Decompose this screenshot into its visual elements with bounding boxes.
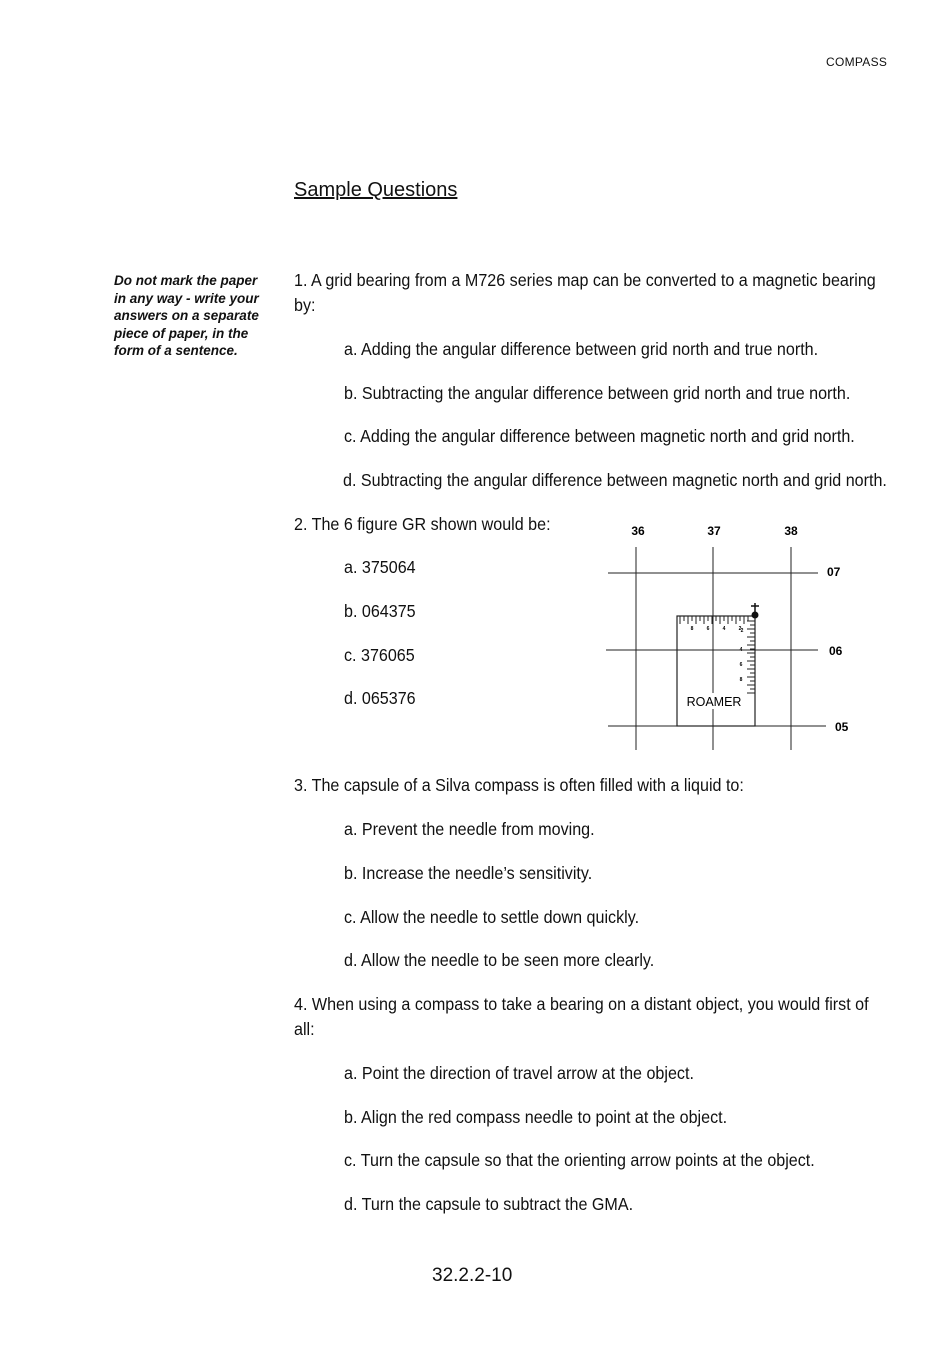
grid-reference-figure xyxy=(598,515,858,755)
question-4-option-d: d. Turn the capsule to subtract the GMA. xyxy=(344,1194,634,1214)
question-4-text: 4. When using a compass to take a bearing on a distant object, you would first of all: xyxy=(294,994,869,1039)
question-4-option-a: a. Point the direction of travel arrow at the object. xyxy=(344,1063,694,1083)
question-2-text: 2. The 6 figure GR shown would be: xyxy=(294,514,551,534)
question-1-option-c: c. Adding the angular difference between magnetic north and grid north. xyxy=(344,426,855,446)
easting-label-36: 36 xyxy=(631,524,645,538)
roamer-scale-number: 2 xyxy=(738,626,742,632)
page-title: Sample Questions xyxy=(294,179,458,201)
question-3-option-d: d. Allow the needle to be seen more clearly. xyxy=(344,950,655,970)
easting-label-37: 37 xyxy=(707,524,721,538)
roamer-scale-number: 8 xyxy=(739,677,743,683)
point-marker-dot xyxy=(752,612,759,619)
page-number: 32.2.2-10 xyxy=(432,1265,513,1286)
roamer-top-scale xyxy=(680,616,748,624)
question-3-option-c: c. Allow the needle to settle down quickly. xyxy=(344,907,640,927)
question-2-option-d: d. 065376 xyxy=(344,688,416,708)
question-1-option-a: a. Adding the angular difference between grid north and true north. xyxy=(344,339,819,359)
question-2-option-a: a. 375064 xyxy=(344,557,416,577)
question-3-option-a: a. Prevent the needle from moving. xyxy=(344,819,595,839)
question-4-option-c: c. Turn the capsule so that the orienting arrow points at the object. xyxy=(344,1150,815,1170)
roamer-scale-number: 6 xyxy=(739,662,743,668)
question-1-option-d: d. Subtracting the angular difference between magnetic north and grid north. xyxy=(343,470,887,490)
northing-label-07: 07 xyxy=(827,565,841,579)
margin-instruction-note: Do not mark the paper in any way - write your answers on a separate piece of paper, in the form of a sentence. xyxy=(114,273,259,358)
section-header: COMPASS xyxy=(826,55,888,69)
roamer-scale-number: 8 xyxy=(690,626,694,632)
roamer-scale-number: 6 xyxy=(706,626,710,632)
roamer-scale-number: 4 xyxy=(739,647,743,653)
northing-label-06: 06 xyxy=(829,644,843,658)
roamer-label: ROAMER xyxy=(686,695,742,709)
northing-label-05: 05 xyxy=(835,720,849,734)
question-1-option-b: b. Subtracting the angular difference between grid north and true north. xyxy=(344,383,851,403)
question-2-option-b: b. 064375 xyxy=(344,601,416,621)
question-2-option-c: c. 376065 xyxy=(344,645,415,665)
roamer-scale-number: 4 xyxy=(722,626,726,632)
question-3-option-b: b. Increase the needle’s sensitivity. xyxy=(344,863,593,883)
question-1-text: 1. A grid bearing from a M726 series map can be converted to a magnetic bearing by: xyxy=(294,270,876,315)
roamer-scale-number: 2 xyxy=(740,628,744,634)
question-3-text: 3. The capsule of a Silva compass is often filled with a liquid to: xyxy=(294,775,744,795)
easting-label-38: 38 xyxy=(784,524,798,538)
roamer-right-scale xyxy=(747,621,755,693)
question-4-option-b: b. Align the red compass needle to point at the object. xyxy=(344,1107,728,1127)
